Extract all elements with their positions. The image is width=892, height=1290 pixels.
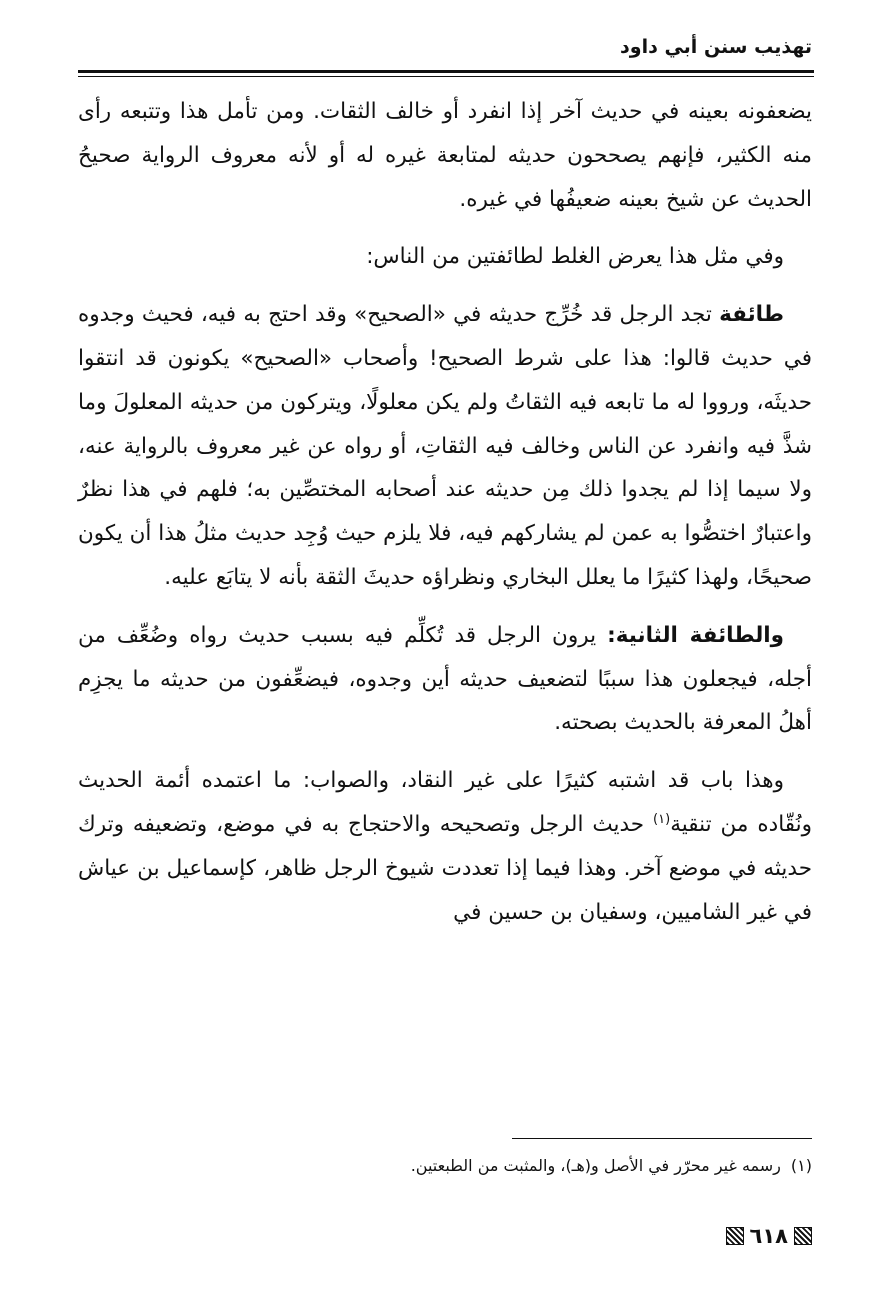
paragraph-2-text: وفي مثل هذا يعرض الغلط لطائفتين من الناس: [366,244,784,270]
main-text [78,90,812,948]
footnote-1-number: (١) [790,1156,812,1175]
paragraph-1-text: يضعفونه بعينه في حديث آخر إذا انفرد أو خالف الثقات. ومن تأمل هذا وتتبعه رأى منه الكثير، فإنهم يصححون حديثه لمتابعة غيره له أو لأنه معروف الرواية صحيحُ الحديث عن شيخ بعينه ضعيفُها في غيره. [78,99,812,212]
paragraph-3-lead: طائفة [719,302,784,328]
paragraph-4-text: يرون الرجل قد تُكلِّم فيه بسبب حديث رواه وضُعِّف من أجله، فيجعلون هذا سببًا لتضعيف حديثه أين وجدوه، فيضعِّفون من حديثه ما يجزِم أهلُ المعرفة بالحديث بصحته. [78,622,812,736]
footnote-marker[interactable]: (١) [653,811,671,827]
paragraph-3-text: تجد الرجل قد خُرِّج حديثه في «الصحيح» وقد احتج به فيه، فحيث وجدوه في حديث قالوا: هذا على شرط الصحيح! وأصحاب «الصحيح» يكونون قد انتقوا حديثَه، ورووا له ما تابعه فيه الثقاتُ ولم يكن معلولًا، ويتركون من حديثه المعلولَ وما شذَّ فيه وانفرد عن الناس وخالف فيه الثقاتِ، أو رواه عن غير معروف بالرواية عنه، ولا سيما إذا لم يجدوا ذلك مِن حديثه عند أصحابه المختصِّين به؛ فلهم في هذا نظرٌ واعتبارٌ اختصُّوا به عمن لم يشاركهم فيه، فلا يلزم حيث وُجِد حديث مثلُ هذا أن يكون صحيحًا، ولهذا كثيرًا ما يعلل البخاري ونظراؤه حديثَ الثقة بأنه لا يتابَع عليه. [78,302,812,590]
ornament-left-icon [726,1227,744,1245]
paragraph-5 [78,759,812,934]
running-header-title: تهذيب سنن أبي داود [620,36,812,58]
header-rule-thick [78,70,814,73]
paragraph-4-lead: والطائفة الثانية: [607,622,785,648]
footnote-separator [512,1138,812,1139]
paragraph-4 [78,614,812,745]
ornament-right-icon [794,1227,812,1245]
footnote-1 [78,1152,812,1180]
footnote-1-text: رسمه غير محرّر في الأصل و(هـ)، والمثبت من الطبعتين. [410,1156,781,1175]
page-number-block [726,1224,812,1248]
paragraph-3 [78,293,812,600]
paragraph-5-text-a: وهذا باب قد اشتبه كثيرًا على غير النقاد، والصواب: ما اعتمده أئمة الحديث ونُقّاده من تنقية [78,768,813,837]
paragraph-1 [78,90,812,221]
paragraph-5-text-b: حديث الرجل وتصحيحه والاحتجاج به في موضع، وتضعيفه وترك حديثه في موضع آخر. وهذا فيما إذا تعددت شيوخ الرجل ظاهر، كإسماعيل بن عياش في غير الشاميين، وسفيان بن حسين في [78,811,812,925]
header-rule-thin [78,76,814,77]
page-number: ٦١٨ [749,1224,788,1248]
paragraph-2 [78,235,812,279]
